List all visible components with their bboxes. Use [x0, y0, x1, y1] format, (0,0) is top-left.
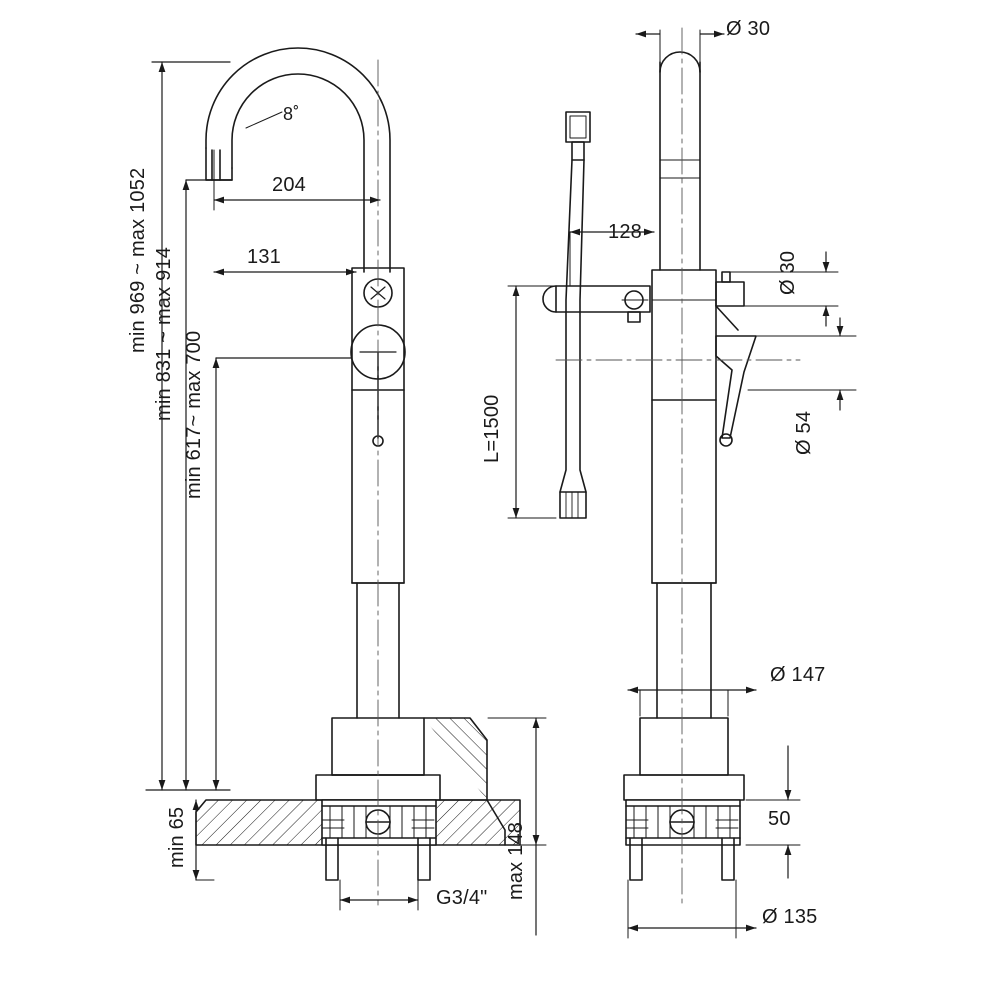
dim-min-floor: min 65 [166, 806, 188, 868]
dim-dia-30-right: Ø 30 [777, 250, 799, 295]
left-view-geometry [196, 48, 520, 905]
right-view-geometry [543, 28, 800, 905]
dim-thread: G3/4" [436, 887, 488, 909]
dim-height-total: min 969 ~ max 1052 [127, 167, 149, 353]
dim-dia-147: Ø 147 [770, 664, 826, 686]
dim-angle: 8˚ [283, 104, 300, 124]
dim-hose-length: L=1500 [481, 394, 503, 463]
dim-dia-135: Ø 135 [762, 906, 818, 928]
dim-dia-30-top: Ø 30 [726, 18, 771, 40]
dim-height-low: min 617~ max 700 [183, 330, 205, 499]
dim-dia-54: Ø 54 [793, 410, 815, 455]
dim-spout-offset: 131 [247, 246, 281, 268]
dim-max-depth: max 148 [505, 821, 527, 900]
dim-spout-reach: 204 [272, 174, 306, 196]
dim-handle-offset: 128 [608, 221, 642, 243]
dim-height-mid: min 831 ~ max 914 [153, 246, 175, 421]
dim-base-height: 50 [768, 808, 791, 830]
